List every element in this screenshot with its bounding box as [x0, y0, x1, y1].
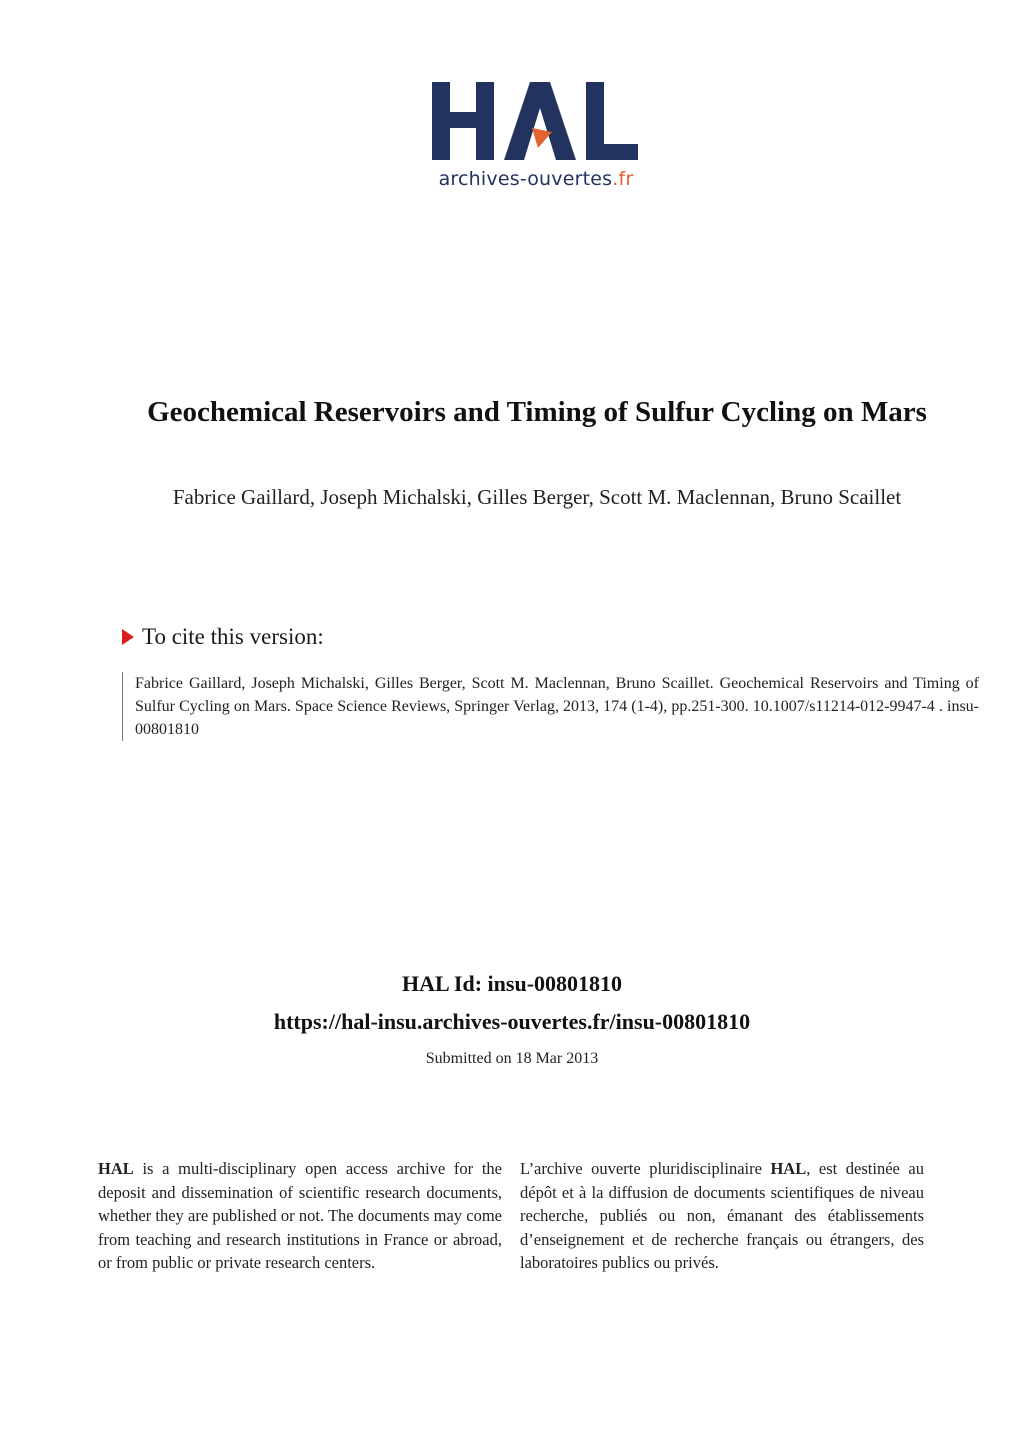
logo-subtitle-text: archives-ouvertes	[438, 168, 613, 190]
abstract-french-before: L’archive ouverte pluridisciplinaire	[520, 1159, 771, 1178]
logo-subtitle-suffix: .fr	[612, 168, 634, 190]
cite-heading	[122, 624, 324, 650]
abstract-french	[520, 1157, 924, 1275]
citation-text: Fabrice Gaillard, Joseph Michalski, Gilles Berger, Scott M. Maclennan, Bruno Scaillet. Geochemical Reservoirs and Timing of Sulfur Cycling on Mars. Space Science Reviews, Springer Verlag, 2013, 174 (1-4), pp.251-300. 10.1007/s11214-012-9947-4 . insu-00801810	[122, 672, 979, 741]
abstract-english-text: is a multi-disciplinary open access archive for the deposit and dissemination of scientific research documents, whether they are published or not. The documents may come from teaching and research institutions in France or abroad, or from public or private research centers.	[98, 1159, 502, 1272]
hal-url-link[interactable]: https://hal-insu.archives-ouvertes.fr/insu-00801810	[273, 1009, 751, 1034]
abstract-english	[98, 1157, 502, 1275]
hal-logo	[428, 72, 644, 202]
abstract-french-lead: HAL	[770, 1159, 807, 1178]
cite-heading-text: To cite this version:	[142, 624, 324, 649]
hal-logo-icon	[428, 72, 644, 168]
abstract-french-text: , est destinée au dépôt et à la diffusion de documents scientifiques de niveau recherche, publiés ou non, émanant des établissements d’enseignement et de recherche français ou étrangers, des laboratoires publics ou privés.	[520, 1159, 924, 1272]
paper-authors: Fabrice Gaillard, Joseph Michalski, Gilles Berger, Scott M. Maclennan, Bruno Scaillet	[172, 485, 902, 509]
submitted-date: Submitted on 18 Mar 2013	[425, 1050, 599, 1067]
hal-id: HAL Id: insu-00801810	[401, 971, 623, 996]
triangle-right-icon	[122, 629, 134, 645]
paper-title: Geochemical Reservoirs and Timing of Sulfur Cycling on Mars	[147, 396, 927, 428]
abstract-english-lead: HAL	[98, 1159, 134, 1178]
logo-subtitle	[428, 168, 644, 190]
